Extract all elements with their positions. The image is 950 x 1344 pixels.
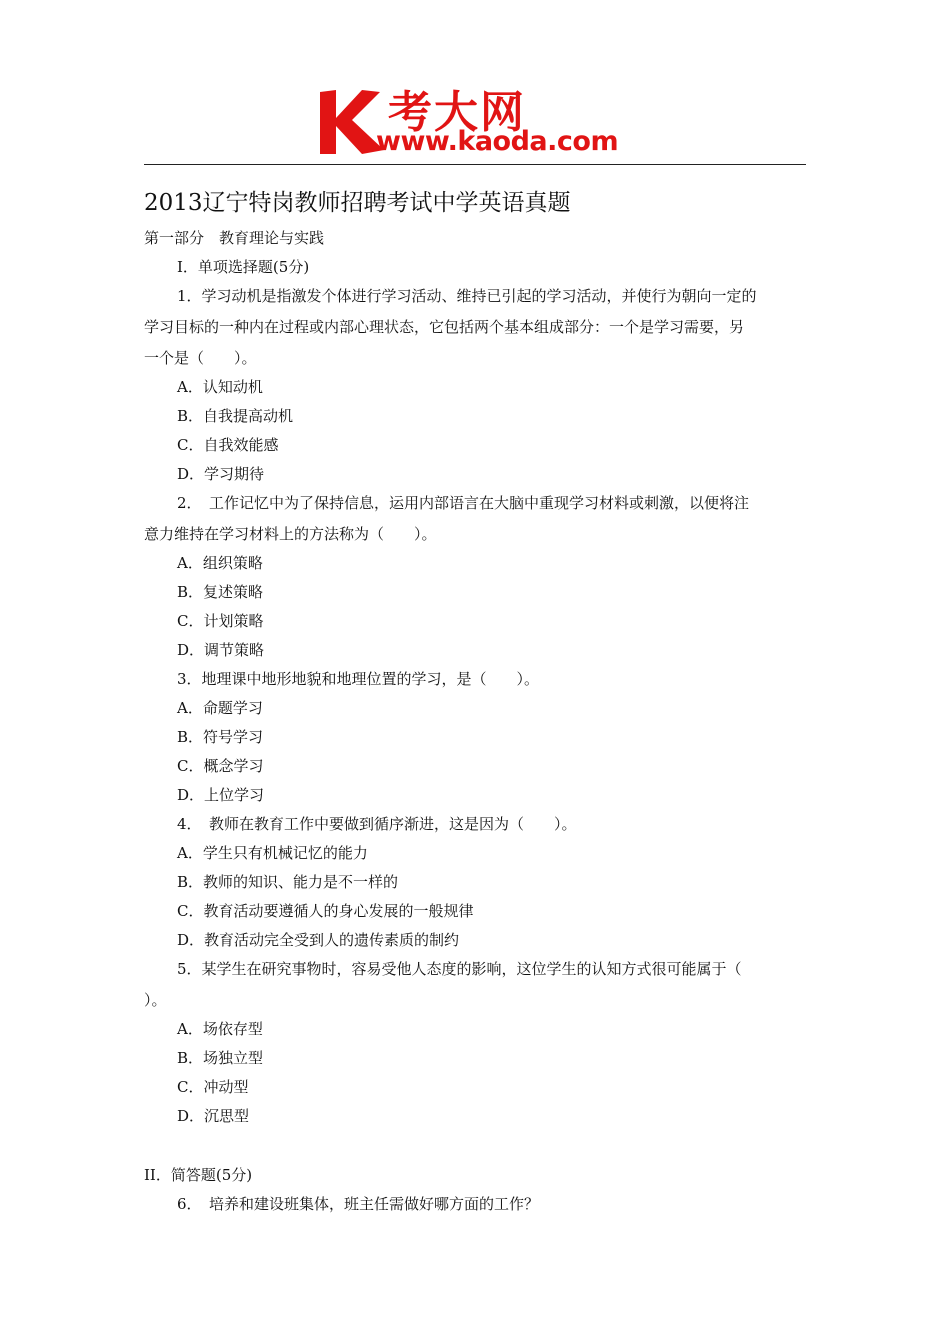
q1-text-line2: 学习目标的一种内在过程或内部心理状态，它包括两个基本组成部分：一个是学习需要，另 [144,318,745,336]
q2-option-b: B．复述策略 [177,583,264,601]
q5-option-d: D．沉思型 [177,1107,250,1125]
part2-heading: II．简答题(5分) [144,1166,253,1184]
q4-option-d: D．教育活动完全受到人的遗传素质的制约 [177,931,460,949]
q1-option-d: D．学习期待 [177,465,265,483]
q1-text-line3: 一个是（ ）。 [144,349,257,367]
q1-option-a: A．认知动机 [177,378,263,396]
header-divider [144,164,806,165]
logo-url[interactable]: www.kaoda.com [376,126,619,157]
q4-option-b: B．教师的知识、能力是不一样的 [177,873,399,891]
logo-site-name: 考大网 [388,87,526,138]
q5-option-a: A．场依存型 [177,1020,263,1038]
q5-option-c: C．冲动型 [177,1078,249,1096]
q3-option-b: B．符号学习 [177,728,264,746]
page-title: 2013辽宁特岗教师招聘考试中学英语真题 [144,190,571,216]
section1-heading: 第一部分 教育理论与实践 [144,229,325,247]
q1-option-b: B．自我提高动机 [177,407,294,425]
q5-option-b: B．场独立型 [177,1049,264,1067]
q2-option-a: A．组织策略 [177,554,263,572]
q2-option-c: C．计划策略 [177,612,264,630]
q4-option-c: C．教育活动要遵循人的身心发展的一般规律 [177,902,474,920]
q2-text-line1: 2． 工作记忆中为了保持信息，运用内部语言在大脑中重现学习材料或刺激，以便将注 [177,494,750,512]
q5-text-line2: ）。 [144,991,167,1009]
q3-text-line1: 3．地理课中地形地貌和地理位置的学习，是（ ）。 [177,670,540,688]
q1-option-c: C．自我效能感 [177,436,279,454]
q2-text-line2: 意力维持在学习材料上的方法称为（ ）。 [144,525,437,543]
part1-heading: I．单项选择题(5分) [177,258,310,276]
q1-text-line1: 1．学习动机是指激发个体进行学习活动、维持已引起的学习活动，并使行为朝向一定的 [177,287,757,305]
q2-option-d: D．调节策略 [177,641,265,659]
q3-option-d: D．上位学习 [177,786,265,804]
q4-text-line1: 4． 教师在教育工作中要做到循序渐进，这是因为（ ）。 [177,815,577,833]
q3-option-a: A．命题学习 [177,699,263,717]
q6-text-line1: 6． 培养和建设班集体，班主任需做好哪方面的工作？ [177,1195,540,1213]
q4-option-a: A．学生只有机械记忆的能力 [177,844,368,862]
q3-option-c: C．概念学习 [177,757,264,775]
site-logo [318,80,648,160]
q5-text-line1: 5．某学生在研究事物时，容易受他人态度的影响，这位学生的认知方式很可能属于（ [177,960,742,978]
